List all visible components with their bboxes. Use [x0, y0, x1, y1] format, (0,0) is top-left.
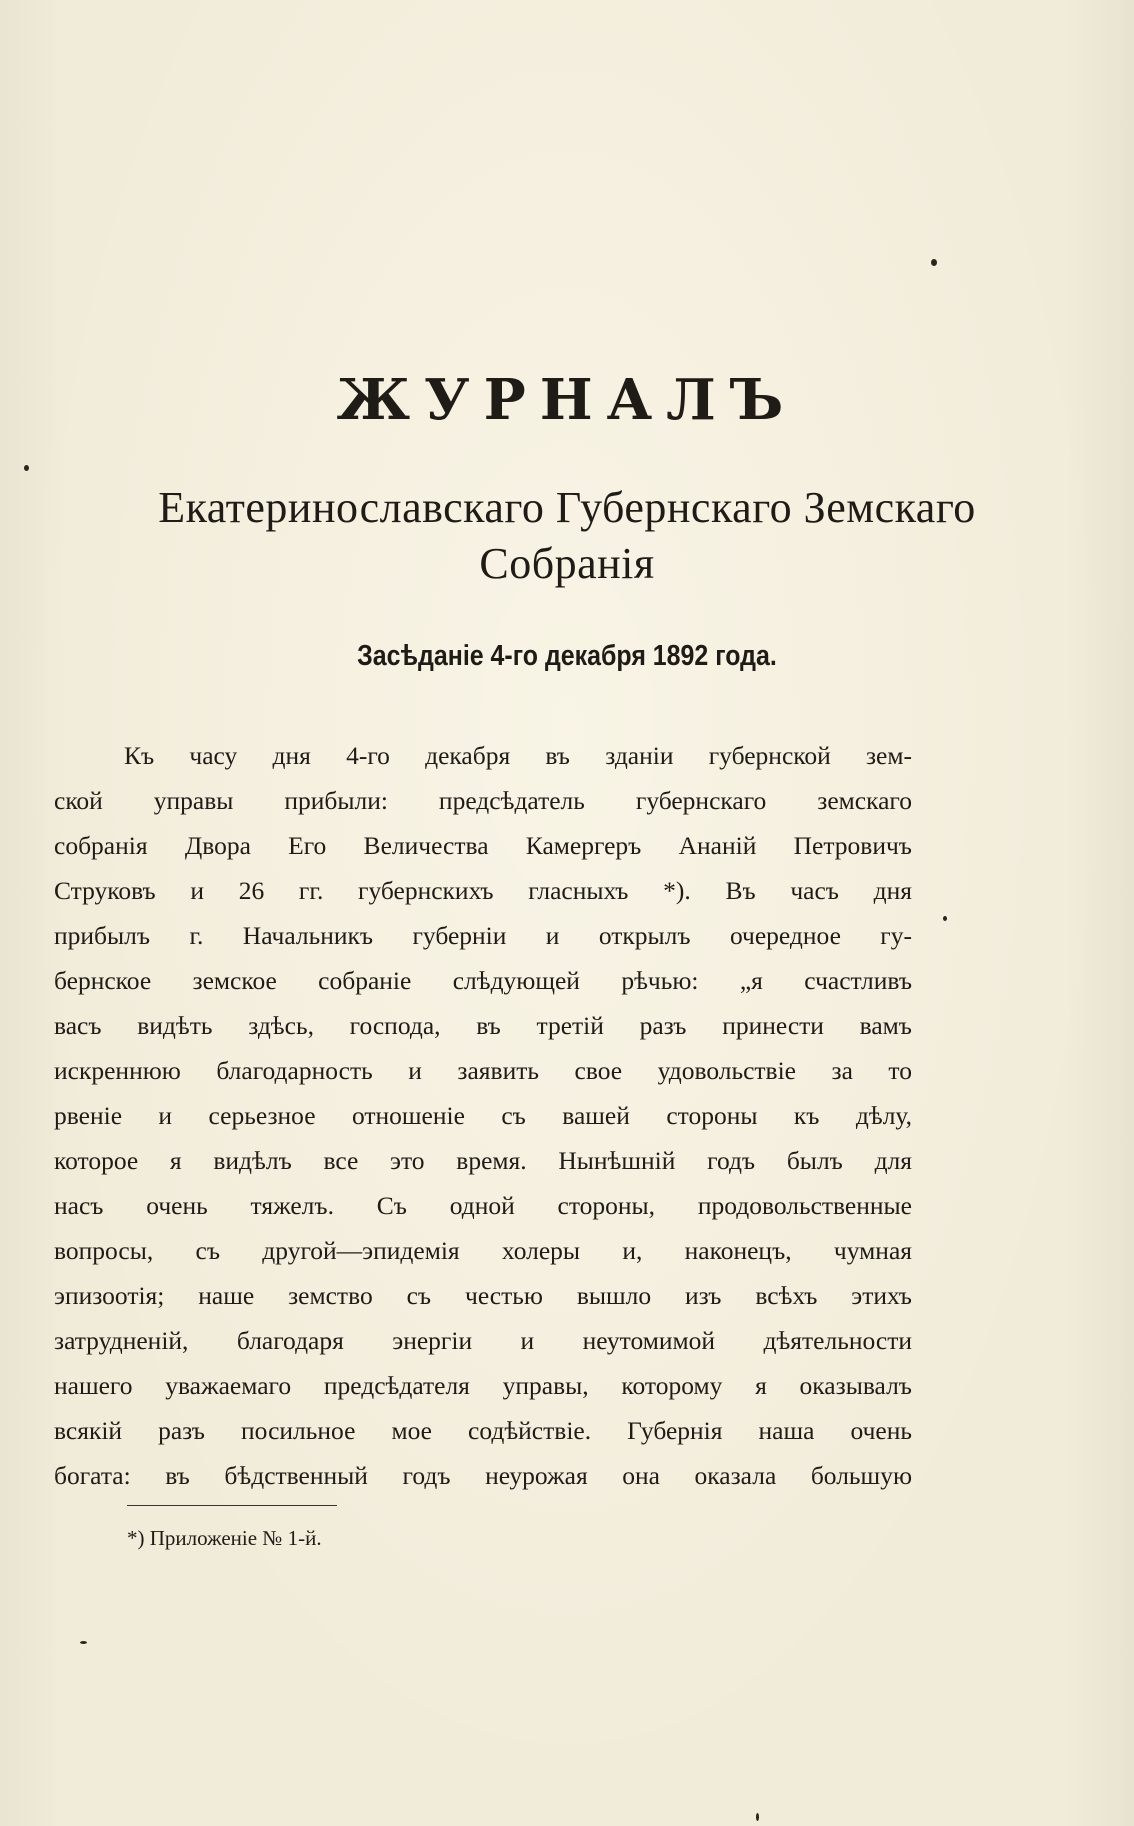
body-line: собранія Двора Его Величества Камергеръ Ананій Петровичъ — [54, 831, 912, 860]
body-paragraph — [54, 733, 912, 1498]
body-line: рвеніе и серьезное отношеніе съ вашей стороны къ дѣлу, — [54, 1101, 912, 1130]
ink-speck — [756, 1813, 759, 1821]
ink-speck — [24, 465, 29, 471]
body-line: которое я видѣлъ все это время. Нынѣшній годъ былъ для — [54, 1146, 912, 1175]
body-line: Къ часу дня 4-го декабря въ зданіи губернской зем- — [124, 741, 912, 770]
ink-speck — [943, 916, 947, 921]
body-line: васъ видѣть здѣсь, господа, въ третій разъ принести вамъ — [54, 1011, 912, 1040]
body-line: бернское земское собраніе слѣдующей рѣчью: „я счастливъ — [54, 966, 912, 995]
body-line: вопросы, съ другой—эпидемія холеры и, наконецъ, чумная — [54, 1236, 912, 1265]
body-line: нашего уважаемаго предсѣдателя управы, которому я оказывалъ — [54, 1371, 912, 1400]
session-heading: Засѣданіе 4-го декабря 1892 года. — [357, 640, 777, 672]
body-line: насъ очень тяжелъ. Съ одной стороны, продовольственные — [54, 1191, 912, 1220]
body-line: искреннюю благодарность и заявить свое удовольствіе за то — [54, 1056, 912, 1085]
body-line: прибылъ г. Начальникъ губерніи и открылъ очередное гу- — [54, 921, 912, 950]
footnote: *) Приложеніе № 1-й. — [127, 1526, 322, 1550]
body-line: всякій разъ посильное мое содѣйствіе. Губернія наша очень — [54, 1416, 912, 1445]
body-line: Струковъ и 26 гг. губернскихъ гласныхъ *). Въ часъ дня — [54, 876, 912, 905]
subtitle-line-2: Собранія — [479, 539, 655, 588]
ink-speck — [80, 1641, 87, 1644]
body-line: затрудненій, благодаря энергіи и неутомимой дѣятельности — [54, 1326, 912, 1355]
footnote-divider — [127, 1505, 337, 1506]
body-line: эпизоотія; наше земство съ честью вышло изъ всѣхъ этихъ — [54, 1281, 912, 1310]
ink-speck — [931, 259, 937, 266]
assembly-subtitle — [0, 480, 1134, 592]
journal-title: ЖУРНАЛЪ — [336, 367, 798, 433]
body-line: ской управы прибыли: предсѣдатель губернскаго земскаго — [54, 786, 912, 815]
subtitle-line-1: Екатеринославскаго Губернскаго Земскаго — [158, 483, 976, 532]
body-line: богата: въ бѣдственный годъ неурожая она оказала большую — [54, 1461, 912, 1490]
